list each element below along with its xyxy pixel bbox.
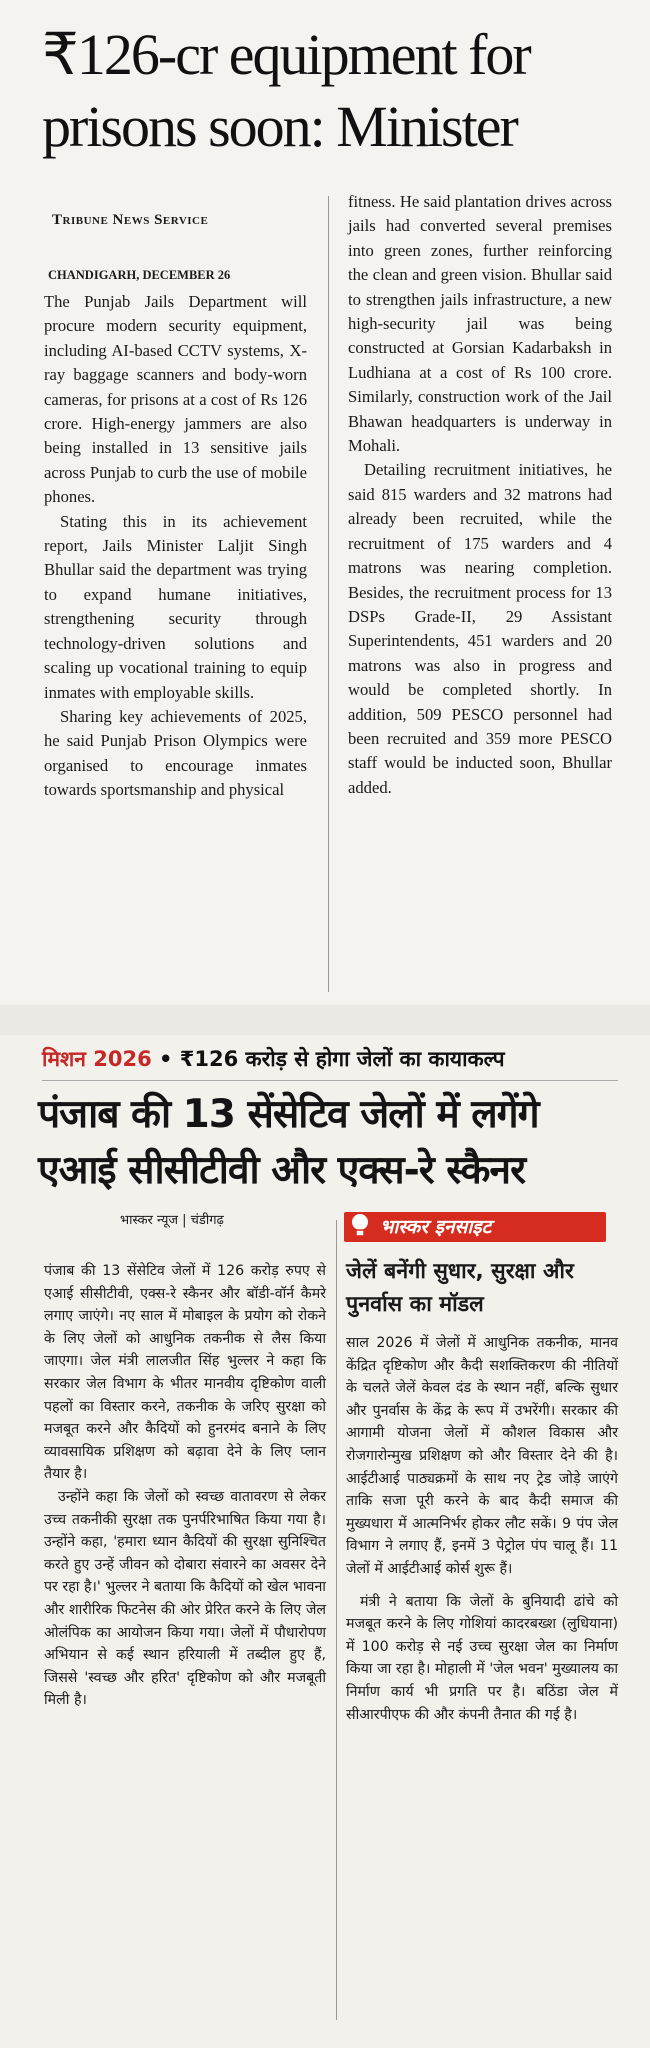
lightbulb-icon [346, 1210, 374, 1240]
hindi-byline: भास्कर न्यूज | चंडीगढ़ [120, 1213, 224, 1228]
english-paragraph: The Punjab Jails Department will procure modern security equipment, including AI-based CCTV systems, X-ray baggage scanners and body-worn cameras, for prisons at a cost of Rs 126 crore. High-energy jammers are also being installed in 13 sensitive jails across Punjab to curb the use of mobile phones. [44, 292, 307, 507]
insight-subheading: जेलें बनेंगी सुधार, सुरक्षा और पुनर्वास का मॉडल [346, 1259, 574, 1317]
column-divider [328, 196, 329, 992]
hindi-paragraph: मंत्री ने बताया कि जेलों के बुनियादी ढांचे को मजबूत करने के लिए गोशियां कादरबख्श (लुधियाना) में 100 करोड़ से नई उच्च सुरक्षा जेल का निर्माण किया जा रहा है। मोहाली में 'जेल भवन' मुख्यालय का निर्माण कार्य भी प्रगति पर है। बठिंडा जेल में सीआरपीएफ की और कंपनी तैनात की गई है। [346, 1593, 618, 1723]
tagline-divider [42, 1080, 618, 1081]
english-headline-line2: prisons soon: Minister [42, 94, 517, 159]
hindi-headline-line1: पंजाब की 13 सेंसेटिव जेलों में लगेंगे [38, 1092, 539, 1137]
hindi-tagline [42, 1045, 622, 1073]
hindi-column-divider [336, 1220, 337, 2020]
english-paragraph: Detailing recruitment initiatives, he said 815 warders and 32 matrons had already been recruited, while the recruitment of 175 warders and 4 matrons was nearing completion. Besides, the recruitment process for 13 DSPs Grade-II, 29 Assistant Superintendents, 451 warders and 20 matrons was also in progress and would be completed shortly. In addition, 509 PESCO personnel had been recruited and 359 more PESCO staff would be inducted soon, Bhullar added. [348, 460, 612, 797]
english-headline-line1: ₹126-cr equipment for [42, 22, 530, 87]
hindi-column-1 [44, 1260, 326, 1712]
hindi-paragraph: उन्होंने कहा कि जेलों को स्वच्छ वातावरण से लेकर उच्च तकनीकी सुरक्षा तक पुनर्परिभाषित किया गया है। उन्होंने कहा, 'हमारा ध्यान कैदियों की सुरक्षा सुनिश्चित करते हुए उन्हें जीवन को दोबारा संवारने का अवसर देने पर रहा है।' भुल्लर ने बताया कि कैदियों को खेल भावना और शारीरिक फिटनेस की ओर प्रेरित करने के लिए जेल ओलंपिक का आयोजन किया गया। जेलों में पौधारोपण अभियान से कई स्थान हरियाली में तब्दील हुए हैं, जिससे 'स्वच्छ और हरित' दृष्टिकोण को और मजबूती मिली है। [44, 1488, 326, 1709]
english-paragraph: fitness. He said plantation drives across jails had converted several premises into green zones, further reinforcing the clean and green vision. Bhullar said to strengthen jails infrastructure, a new high-security jail was being constructed at Gorsian Kadarbaksh in Ludhiana at a cost of Rs 100 crore. Similarly, construction work of the Jail Bhawan headquarters is underway in Mohali. [348, 192, 612, 456]
insight-badge: भास्कर इनसाइट [344, 1212, 606, 1242]
english-byline: Tribune News Service [52, 212, 209, 228]
english-dateline: CHANDIGARH, DECEMBER 26 [48, 268, 231, 282]
english-paragraph: Stating this in its achievement report, Jails Minister Laljit Singh Bhullar said the department was trying to expand humane initiatives, strengthening security through technology-driven solutions and scaling up vocational training to equip inmates with employable skills. [44, 511, 307, 702]
english-paragraph: Sharing key achievements of 2025, he said Punjab Prison Olympics were organised to encourage inmates towards sportsmanship and physical [44, 706, 307, 800]
hindi-column-2 [346, 1332, 618, 1726]
hindi-headline-line2: एआई सीसीटीवी और एक्स-रे स्कैनर [38, 1148, 526, 1193]
english-clipping [0, 0, 650, 1005]
english-column-2 [348, 190, 612, 800]
hindi-paragraph: पंजाब की 13 सेंसेटिव जेलों में 126 करोड़ रुपए से एआई सीसीटीवी, एक्स-रे स्कैनर और बॉडी-वॉर्न कैमरे लगाए जाएंगे। नए साल में मोबाइल के प्रयोग को रोकने के लिए जेलों को आधुनिक तकनीक से लैस किया जाएगा। जेल मंत्री लालजीत सिंह भुल्लर ने कहा कि सरकार जेल विभाग के भीतर मानवीय दृष्टिकोण वाली पहलों का विस्तार करने, तकनीक के जरिए सुरक्षा को मजबूत करने और कैदियों को हुनरमंद बनाने के लिए व्यावसायिक प्रशिक्षण को बढ़ावा देने के लिए प्लान तैयार है। [44, 1263, 326, 1483]
english-column-1 [44, 290, 307, 803]
tagline-text: • ₹126 करोड़ से होगा जेलों का कायाकल्प [159, 1047, 505, 1071]
mission-label: मिशन 2026 [42, 1047, 152, 1071]
hindi-paragraph: साल 2026 में जेलों में आधुनिक तकनीक, मानव केंद्रित दृष्टिकोण और कैदी सशक्तिकरण की नीतियों के चलते जेलें केवल दंड के स्थान नहीं, बल्कि सुधार और पुनर्वास के केंद्र के रूप में उभरेंगी। सरकार की आगामी योजना जेलों में कौशल विकास और रोजगारोन्मुख प्रशिक्षण को और विस्तार देने की है। आईटीआई पाठ्यक्रमों के साथ नए ट्रेड जोड़े जाएंगे ताकि सजा पूरी करने के बाद कैदी समाज की मुख्यधारा में आत्मनिर्भर होकर लौट सकें। 9 पंप जेल विभाग ने लगाए हैं, इनमें 3 पेट्रोल पंप चालू हैं। 11 जेलों में आईटीआई कोर्स शुरू हैं। [346, 1335, 618, 1577]
